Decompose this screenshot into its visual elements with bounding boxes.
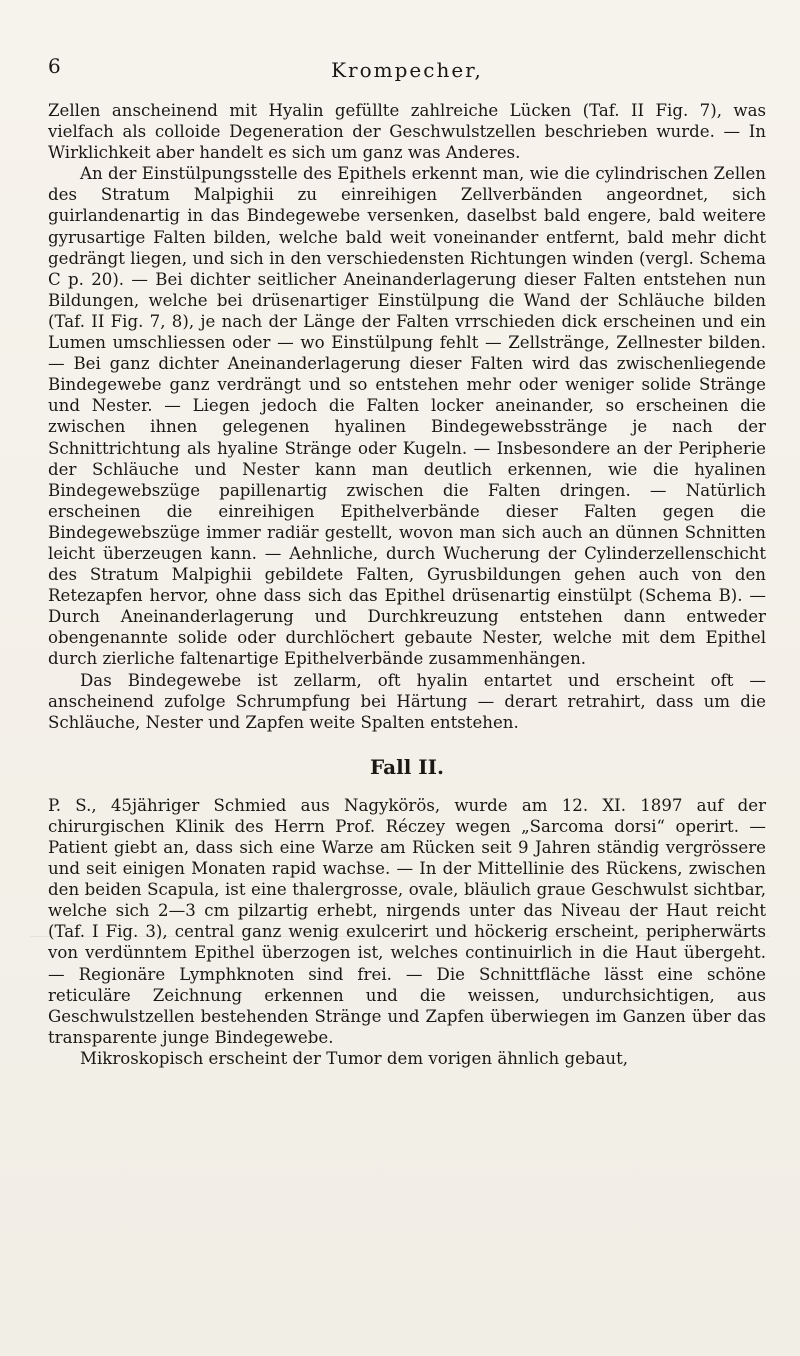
- paragraph-3: Das Bindegewebe ist zellarm, oft hyalin entartet und erscheint oft — anscheinend zufolge Schrumpfung bei Härtung — derart retrahirt, dass um die Schläuche, Nester und Zapfen weite Spalten entstehen.: [48, 670, 766, 732]
- paragraph-2: An der Einstülpungsstelle des Epithels erkennt man, wie die cylindrischen Zellen des Stratum Malpighii zu einreihigen Zellverbänden angeordnet, sich guirlandenartig in das Bindegewebe versenken, daselbst bald engere, bald weitere gyrusartige Falten bilden, welche bald weit voneinander entfernt, bald mehr dicht gedrängt liegen, und sich in den verschiedensten Richtungen winden (vergl. Schema C p. 20). — Bei dichter seitlicher Aneinanderlagerung dieser Falten entstehen nun Bildungen, welche bei drüsenartiger Einstülpung die Wand der Schläuche bilden (Taf. II Fig. 7, 8), je nach der Länge der Falten vrrschieden dick erscheinen und ein Lumen umschliessen oder — wo Einstülpung fehlt — Zellstränge, Zellnester bilden. — Bei ganz dichter Aneinanderlagerung dieser Falten wird das zwischenliegende Bindegewebe ganz verdrängt und so entstehen mehr oder weniger solide Stränge und Nester. — Liegen jedoch die Falten locker aneinander, so erscheinen die zwischen ihnen gelegenen hyalinen Bindegewebsstränge je nach der Schnittrichtung als hyaline Stränge oder Kugeln. — Insbesondere an der Peripherie der Schläuche und Nester kann man deutlich erkennen, wie die hyalinen Bindegewebszüge papillenartig zwischen die Falten dringen. — Natürlich erscheinen die einreihigen Epithelverbände dieser Falten gegen die Bindegewebszüge immer radiär gestellt, wovon man sich auch an dünnen Schnitten leicht überzeugen kann. — Aehnliche, durch Wucherung der Cylinderzellenschicht des Stratum Malpighii gebildete Falten, Gyrusbildungen gehen auch von den Retezapfen hervor, ohne dass sich das Epithel drüsenartig einstülpt (Schema B). — Durch Aneinanderlagerung und Durchkreuzung entstehen dann entweder obengenannte solide oder durchlöchert gebaute Nester, welche mit dem Epithel durch zierliche faltenartige Epithelverbände zusammenhängen.: [48, 164, 766, 669]
- main-text-block: [48, 100, 766, 1069]
- page-header: [48, 54, 766, 88]
- running-head: Krompecher,: [331, 58, 483, 82]
- paragraph-1: Zellen anscheinend mit Hyalin gefüllte zahlreiche Lücken (Taf. II Fig. 7), was vielfach als colloide Degeneration der Geschwulstzellen beschrieben wurde. — In Wirklichkeit aber handelt es sich um ganz was Anderes.: [48, 101, 766, 163]
- page-number: 6: [48, 54, 61, 78]
- case-paragraph-1: P. S., 45jähriger Schmied aus Nagykörös, wurde am 12. XI. 1897 auf der chirurgischen Klinik des Herrn Prof. Réczey wegen „Sarcoma dorsi“ operirt. — Patient giebt an, dass sich eine Warze am Rücken seit 9 Jahren ständig vergrössere und seit einigen Monaten rapid wachse. — In der Mittellinie des Rückens, zwischen den beiden Scapula, ist eine thalergrosse, ovale, bläulich graue Geschwulst sichtbar, welche sich 2—3 cm pilzartig erhebt, nirgends unter das Niveau der Haut reicht (Taf. I Fig. 3), central ganz wenig exulcerirt und höckerig erscheint, peripherwärts von verdünntem Epithel überzogen ist, welches continuirlich in die Haut übergeht. — Regionäre Lymphknoten sind frei. — Die Schnittfläche lässt eine schöne reticuläre Zeichnung erkennen und die weissen, undurchsichtigen, aus Geschwulstzellen bestehenden Stränge und Zapfen überwiegen im Ganzen über das transparente junge Bindegewebe.: [48, 795, 766, 1047]
- faint-rule: [30, 936, 770, 937]
- section-title: Fall II.: [370, 754, 444, 779]
- case-paragraph-2: Mikroskopisch erscheint der Tumor dem vorigen ähnlich gebaut,: [80, 1048, 629, 1068]
